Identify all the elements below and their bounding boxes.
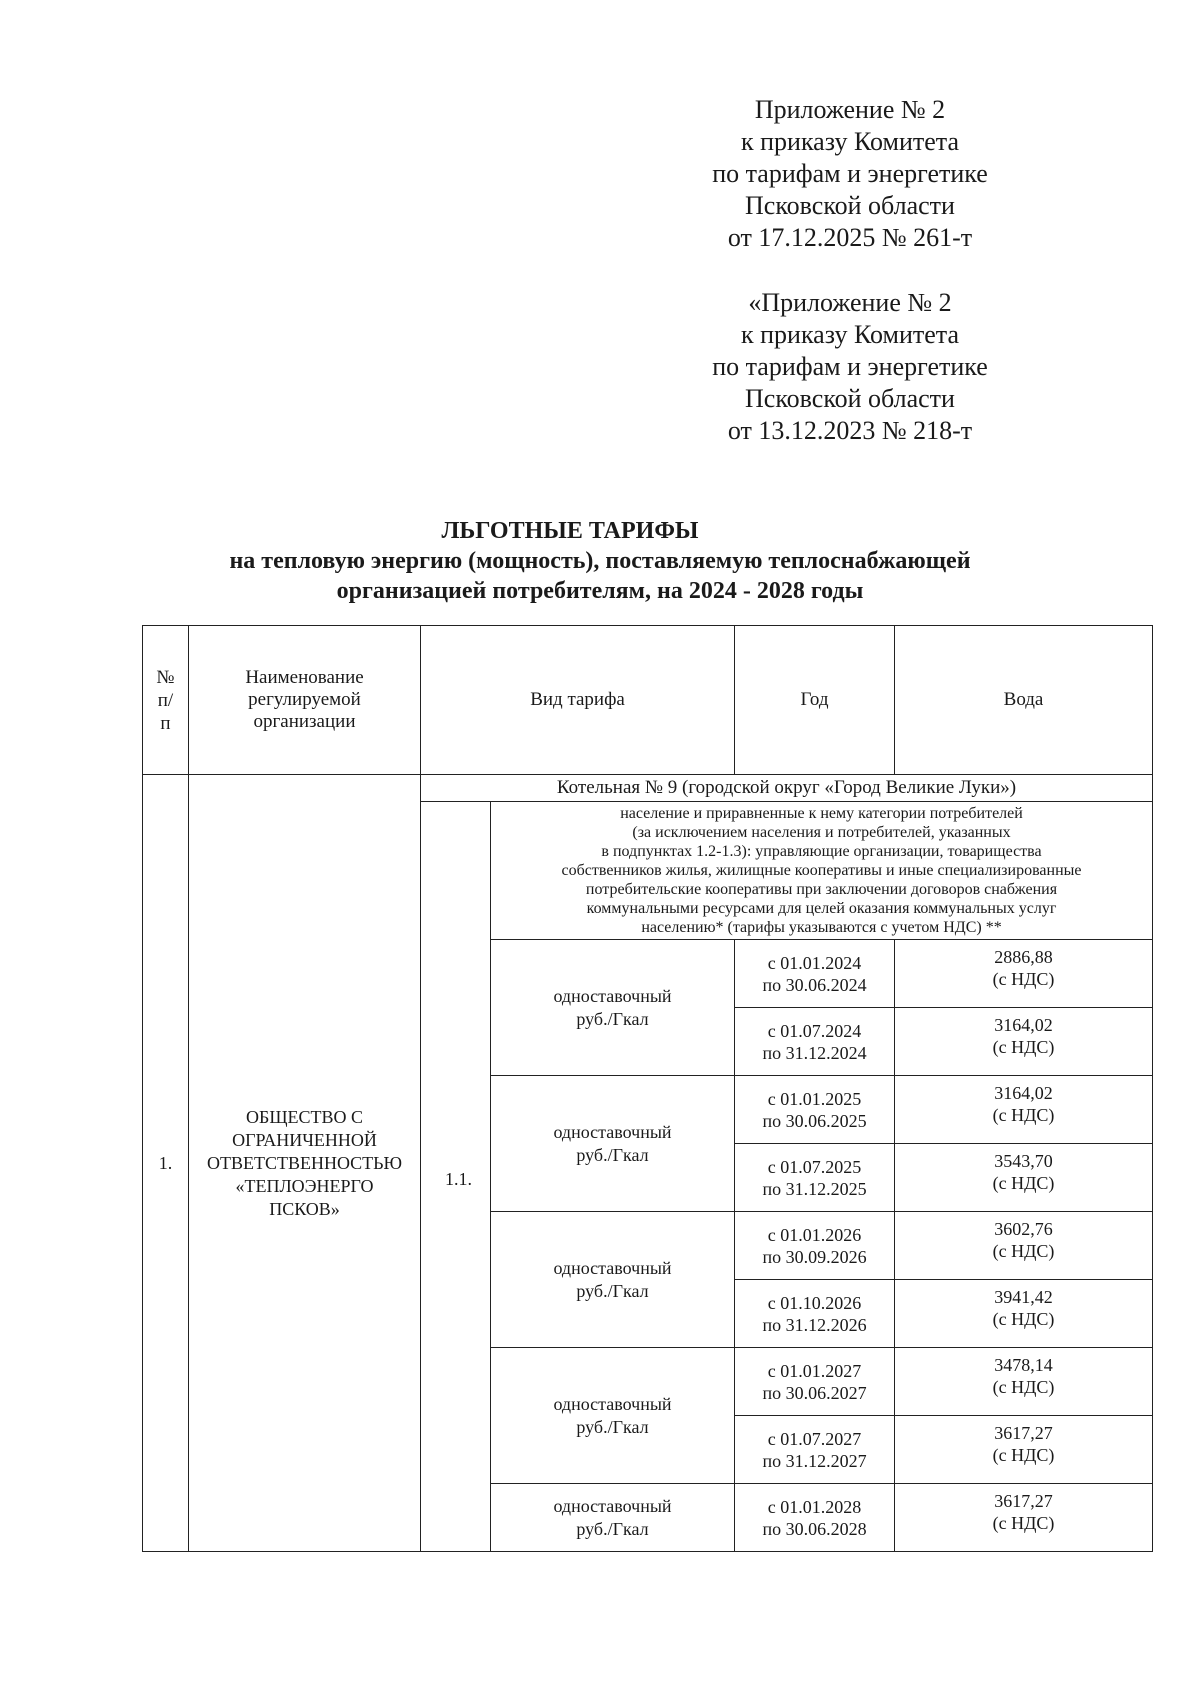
tariff-value (895, 1348, 1153, 1416)
period-from: с 01.07.2027 (767, 1428, 862, 1449)
organization-name (189, 775, 421, 1552)
period-from: с 01.01.2026 (767, 1224, 862, 1245)
tariff-type-line: одноставочный (553, 1495, 672, 1516)
title-line: организацией потребителям, на 2024 - 2028 годы (336, 578, 864, 604)
header-number-line: п (160, 712, 171, 734)
boiler-house: Котельная № 9 (городской округ «Город Великие Луки») (421, 775, 1153, 802)
tariff-type-line: руб./Гкал (576, 1518, 649, 1539)
vat-note: (с НДС) (992, 1377, 1055, 1397)
period (735, 1212, 895, 1280)
consumer-line: (за исключением населения и потребителей, указанных (632, 824, 1011, 841)
period-to: по 31.12.2024 (762, 1042, 867, 1063)
header-water: Вода (895, 626, 1153, 775)
tariff-type-line: руб./Гкал (576, 1416, 649, 1437)
period-from: с 01.10.2026 (767, 1292, 862, 1313)
organization-line: ОТВЕТСТВЕННОСТЬЮ (206, 1152, 403, 1173)
consumer-line: в подпунктах 1.2-1.3): управляющие организации, товарищества (601, 843, 1042, 860)
consumer-line: населению* (тарифы указываются с учетом НДС) ** (641, 919, 1002, 936)
organization-line: «ТЕПЛОЭНЕРГО (235, 1175, 374, 1196)
vat-note: (с НДС) (992, 1037, 1055, 1057)
header-row (143, 626, 1153, 775)
appendix-line: Псковской области (745, 384, 955, 413)
tariff-table (142, 625, 1153, 1552)
organization-line: ОБЩЕСТВО С (246, 1106, 363, 1127)
period-to: по 30.06.2028 (762, 1518, 867, 1539)
period-to: по 31.12.2025 (762, 1178, 867, 1199)
appendix-line: от 17.12.2025 № 261-т (727, 223, 973, 252)
period-to: по 30.06.2025 (762, 1110, 867, 1131)
period (735, 1144, 895, 1212)
tariff-type-line: одноставочный (553, 1121, 672, 1142)
vat-note: (с НДС) (992, 969, 1055, 989)
consumer-line: собственников жилья, жилищные кооперативы и иные специализированные (561, 862, 1082, 879)
tariff-type-line: одноставочный (553, 985, 672, 1006)
tariff-value (895, 1212, 1153, 1280)
tariff-type-line: одноставочный (553, 1257, 672, 1278)
period-to: по 30.09.2026 (762, 1246, 867, 1267)
period-to: по 30.06.2024 (762, 974, 867, 995)
tariff-value (895, 1484, 1153, 1552)
tariff-value (895, 940, 1153, 1008)
vat-note: (с НДС) (992, 1513, 1055, 1533)
tariff-amount: 3617,27 (994, 1491, 1053, 1511)
appendix-line: Приложение № 2 (754, 95, 946, 124)
appendix-line: Псковской области (745, 191, 955, 220)
tariff-amount: 3164,02 (994, 1083, 1053, 1103)
period (735, 1076, 895, 1144)
period-to: по 30.06.2027 (762, 1382, 867, 1403)
header-organization-line: организации (253, 711, 356, 732)
tariff-value (895, 1416, 1153, 1484)
appendix-line: к приказу Комитета (740, 127, 959, 156)
vat-note: (с НДС) (992, 1241, 1055, 1261)
tariff-amount: 3617,27 (994, 1423, 1053, 1443)
appendix-line: по тарифам и энергетике (712, 159, 988, 188)
vat-note: (с НДС) (992, 1309, 1055, 1329)
consumer-category (491, 802, 1153, 940)
tariff-type-line: руб./Гкал (576, 1008, 649, 1029)
organization-line: ОГРАНИЧЕННОЙ (232, 1129, 377, 1150)
vat-note: (с НДС) (992, 1445, 1055, 1465)
header-tariff-type: Вид тарифа (421, 626, 735, 775)
period-to: по 31.12.2027 (762, 1450, 867, 1471)
period (735, 1280, 895, 1348)
header-year: Год (735, 626, 895, 775)
tariff-type-line: одноставочный (553, 1393, 672, 1414)
period (735, 1348, 895, 1416)
period-to: по 31.12.2026 (762, 1314, 867, 1335)
tariff-type-line: руб./Гкал (576, 1144, 649, 1165)
vat-note: (с НДС) (992, 1173, 1055, 1193)
period-from: с 01.07.2025 (767, 1156, 862, 1177)
consumer-line: потребительские кооперативы при заключении договоров снабжения (585, 881, 1058, 898)
period (735, 940, 895, 1008)
tariff-type (491, 1484, 735, 1552)
boiler-row (143, 775, 1153, 802)
period-from: с 01.01.2028 (767, 1496, 862, 1517)
period-from: с 01.07.2024 (767, 1020, 862, 1041)
subsection-number: 1.1. (421, 802, 491, 1552)
tariff-type (491, 1212, 735, 1348)
period (735, 1416, 895, 1484)
period-from: с 01.01.2025 (767, 1088, 862, 1109)
period-from: с 01.01.2027 (767, 1360, 862, 1381)
organization-line: ПСКОВ» (269, 1198, 340, 1219)
period (735, 1484, 895, 1552)
tariff-value (895, 1144, 1153, 1212)
header-organization (189, 626, 421, 775)
tariff-value (895, 1076, 1153, 1144)
document-title (0, 516, 1200, 606)
header-number (143, 626, 189, 775)
tariff-amount: 3543,70 (994, 1151, 1053, 1171)
tariff-amount: 2886,88 (994, 947, 1053, 967)
tariff-type (491, 940, 735, 1076)
tariff-amount: 3602,76 (994, 1219, 1053, 1239)
period (735, 1008, 895, 1076)
title-line: на тепловую энергию (мощность), поставляемую теплоснабжающей (229, 548, 971, 574)
appendix-line: «Приложение № 2 (748, 288, 952, 317)
header-number-line: № (156, 666, 175, 688)
appendix-current (660, 94, 1040, 254)
tariff-amount: 3478,14 (994, 1355, 1053, 1375)
appendix-line: по тарифам и энергетике (712, 352, 988, 381)
tariff-type-line: руб./Гкал (576, 1280, 649, 1301)
appendix-line: от 13.12.2023 № 218-т (727, 416, 973, 445)
tariff-type (491, 1348, 735, 1484)
tariff-amount: 3941,42 (994, 1287, 1053, 1307)
appendix-line: к приказу Комитета (740, 320, 959, 349)
period-from: с 01.01.2024 (767, 952, 862, 973)
tariff-type (491, 1076, 735, 1212)
appendix-previous (660, 287, 1040, 447)
vat-note: (с НДС) (992, 1105, 1055, 1125)
tariff-amount: 3164,02 (994, 1015, 1053, 1035)
title-line: ЛЬГОТНЫЕ ТАРИФЫ (441, 518, 699, 544)
consumer-line: коммунальными ресурсами для целей оказания коммунальных услуг (586, 900, 1057, 917)
header-number-line: п/ (157, 689, 174, 711)
tariff-value (895, 1008, 1153, 1076)
consumer-line: население и приравненные к нему категории потребителей (620, 805, 1023, 822)
tariff-value (895, 1280, 1153, 1348)
header-organization-line: Наименование регулируемой (245, 667, 364, 710)
row-number: 1. (143, 775, 189, 1552)
